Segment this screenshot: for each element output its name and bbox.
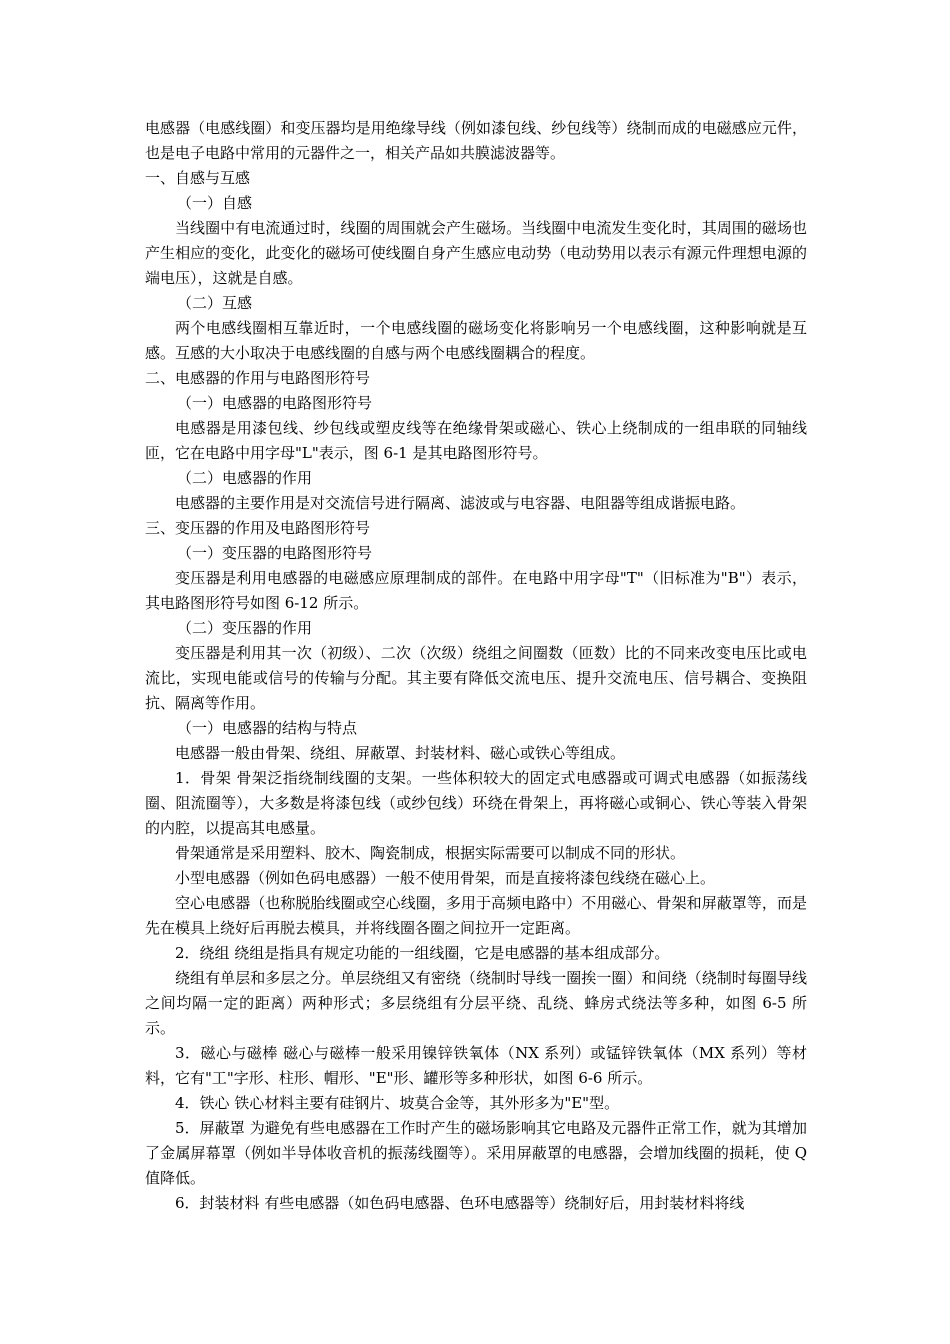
subsection-heading-2-1: （一）电感器的电路图形符号	[177, 394, 373, 412]
paragraph-magnetic-core: 3．磁心与磁棒 磁心与磁棒一般采用镍锌铁氧体（NX 系列）或锰锌铁氧体（MX 系列）等材料，它有"工"字形、柱形、帽形、"E"形、罐形等多种形状，如图 6-6 所示。	[145, 1044, 807, 1087]
paragraph-mutual-inductance: 两个电感线圈相互靠近时，一个电感线圈的磁场变化将影响另一个电感线圈，这种影响就是互感。互感的大小取决于电感线圈的自感与两个电感线圈耦合的程度。	[145, 319, 807, 362]
subsection-heading-structure: （一）电感器的结构与特点	[177, 719, 358, 737]
paragraph-winding-types: 绕组有单层和多层之分。单层绕组又有密绕（绕制时导线一圈挨一圈）和间绕（绕制时每圈导线之间均隔一定的距离）两种形式；多层绕组有分层平绕、乱绕、蜂房式绕法等多种，如图 6-5 所示。	[145, 969, 807, 1037]
subsection-heading-1-1: （一）自感	[177, 194, 253, 212]
paragraph-air-core: 空心电感器（也称脱胎线圈或空心线圈，多用于高频电路中）不用磁心、骨架和屏蔽罩等，而是先在模具上绕好后再脱去模具，并将线圈各圈之间拉开一定距离。	[145, 894, 807, 937]
subsection-heading-3-1: （一）变压器的电路图形符号	[177, 544, 373, 562]
document-body	[145, 116, 807, 1216]
paragraph-transformer-function: 变压器是利用其一次（初级）、二次（次级）绕组之间圈数（匝数）比的不同来改变电压比或电流比，实现电能或信号的传输与分配。其主要有降低交流电压、提升交流电压、信号耦合、变换阻抗、隔离等作用。	[145, 644, 807, 712]
section-heading-2: 二、电感器的作用与电路图形符号	[145, 369, 371, 387]
paragraph-iron-core: 4．铁心 铁心材料主要有硅钢片、坡莫合金等，其外形多为"E"型。	[175, 1094, 620, 1112]
paragraph-inductor-symbol: 电感器是用漆包线、纱包线或塑皮线等在绝缘骨架或磁心、铁心上绕制成的一组串联的同轴线匝，它在电路中用字母"L"表示，图 6-1 是其电路图形符号。	[145, 419, 807, 462]
paragraph-self-inductance: 当线圈中有电流通过时，线圈的周围就会产生磁场。当线圈中电流发生变化时，其周围的磁场也产生相应的变化，此变化的磁场可使线圈自身产生感应电动势（电动势用以表示有源元件理想电源的端电压），这就是自感。	[145, 219, 807, 287]
paragraph-inductor-function: 电感器的主要作用是对交流信号进行隔离、滤波或与电容器、电阻器等组成谐振电路。	[175, 494, 746, 512]
subsection-heading-3-2: （二）变压器的作用	[177, 619, 313, 637]
subsection-heading-2-2: （二）电感器的作用	[177, 469, 313, 487]
section-heading-1: 一、自感与互感	[145, 169, 251, 187]
paragraph-structure-overview: 电感器一般由骨架、绕组、屏蔽罩、封装材料、磁心或铁心等组成。	[175, 744, 626, 762]
subsection-heading-1-2: （二）互感	[177, 294, 253, 312]
paragraph-winding: 2．绕组 绕组是指具有规定功能的一组线圈，它是电感器的基本组成部分。	[175, 944, 670, 962]
paragraph-packaging: 6．封装材料 有些电感器（如色码电感器、色环电感器等）绕制好后，用封装材料将线	[175, 1194, 745, 1212]
paragraph-shield: 5．屏蔽罩 为避免有些电感器在工作时产生的磁场影响其它电路及元器件正常工作，就为其增加了金属屏幕罩（例如半导体收音机的振荡线圈等）。采用屏蔽罩的电感器，会增加线圈的损耗，使 Q 值降低。	[145, 1119, 807, 1187]
intro-paragraph: 电感器（电感线圈）和变压器均是用绝缘导线（例如漆包线、纱包线等）绕制而成的电磁感应元件，也是电子电路中常用的元器件之一，相关产品如共膜滤波器等。	[145, 119, 807, 162]
paragraph-small-inductor: 小型电感器（例如色码电感器）一般不使用骨架，而是直接将漆包线绕在磁心上。	[175, 869, 716, 887]
paragraph-transformer-symbol: 变压器是利用电感器的电磁感应原理制成的部件。在电路中用字母"T"（旧标准为"B"）表示，其电路图形符号如图 6-12 所示。	[145, 569, 807, 612]
paragraph-bobbin-material: 骨架通常是采用塑料、胶木、陶瓷制成，根据实际需要可以制成不同的形状。	[175, 844, 686, 862]
section-heading-3: 三、变压器的作用及电路图形符号	[145, 519, 371, 537]
paragraph-bobbin: 1．骨架 骨架泛指绕制线圈的支架。一些体积较大的固定式电感器或可调式电感器（如振荡线圈、阻流圈等），大多数是将漆包线（或纱包线）环绕在骨架上，再将磁心或铜心、铁心等装入骨架的内腔，以提高其电感量。	[145, 769, 807, 837]
